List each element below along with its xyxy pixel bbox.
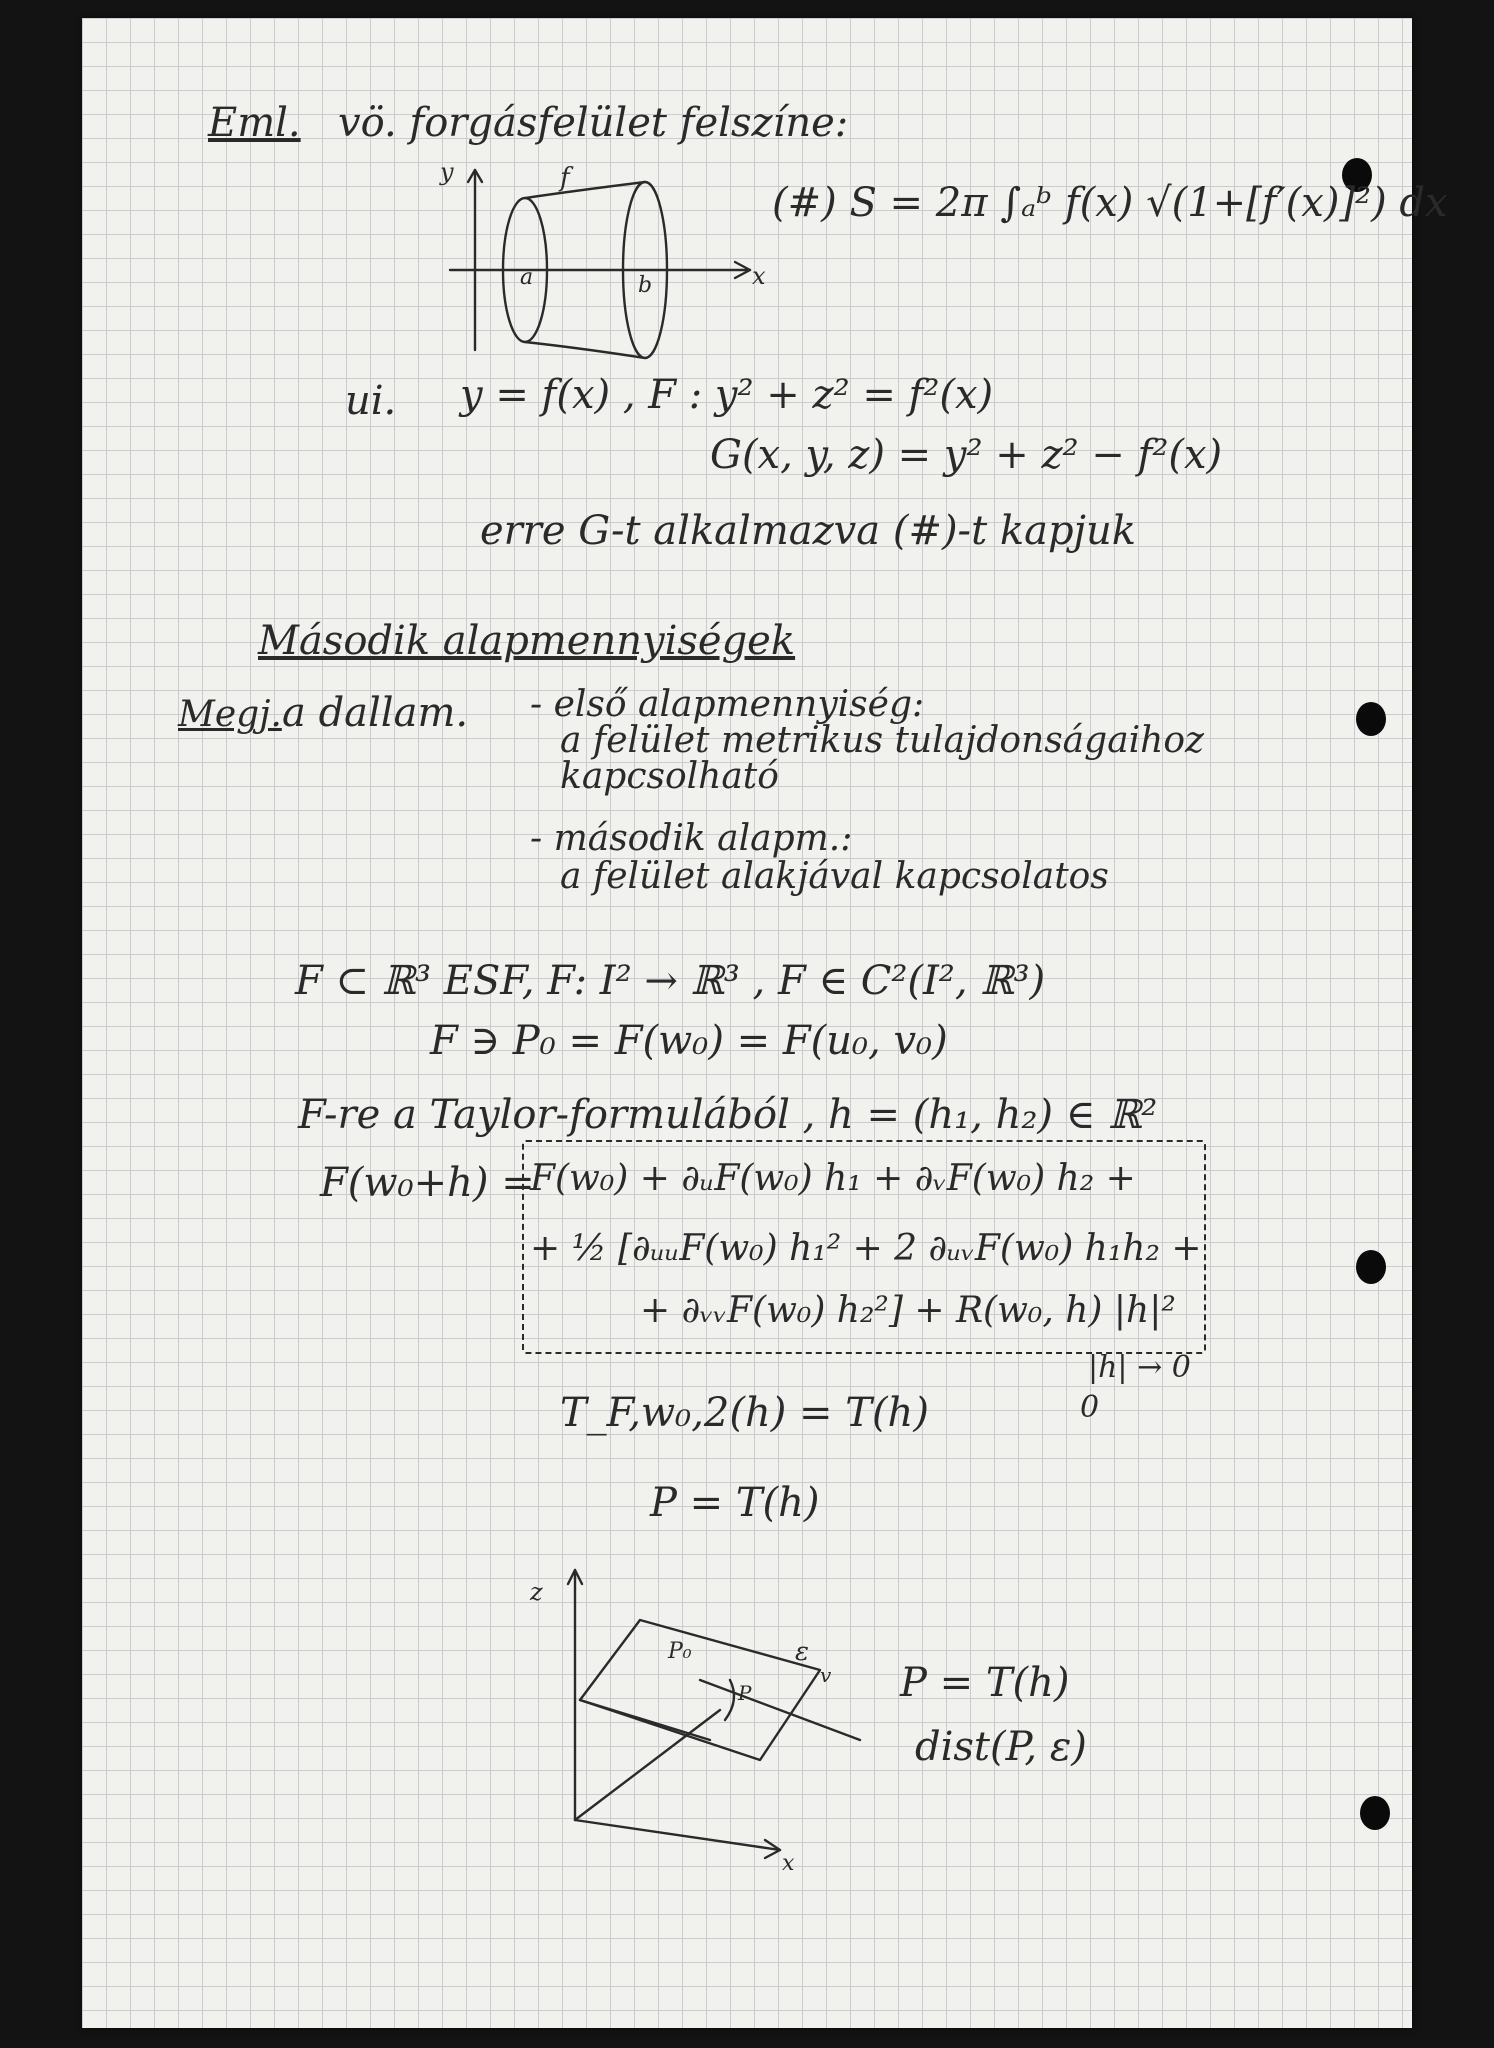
- taylor-lhs: F(w₀+h) =: [320, 1160, 535, 1206]
- surface-area-formula: (#) S = 2π ∫ₐᵇ f(x) √(1+[f′(x)]²) dx: [772, 180, 1448, 226]
- taylor-polynomial-definition: T_F,w₀,2(h) = T(h): [560, 1390, 929, 1436]
- diagram-a-label: a: [520, 265, 534, 290]
- bullet1-line1: - első alapmennyiség:: [530, 684, 925, 725]
- P-equals-T-label: P = T(h): [900, 1660, 1070, 1706]
- point-P-marker: [725, 1680, 734, 1720]
- binder-hole-3: [1356, 1250, 1386, 1284]
- plane-epsilon: [580, 1620, 820, 1760]
- remainder-zero: 0: [1080, 1390, 1100, 1425]
- diagram-x-label: x: [752, 262, 766, 290]
- taylor-intro: F-re a Taylor-formulából , h = (h₁, h₂) ∈ ℝ²: [298, 1092, 1158, 1138]
- conclusion-text: erre G-t alkalmazva (#)-t kapjuk: [480, 508, 1136, 554]
- note-label: Megj.: [178, 694, 282, 735]
- label-P0: P₀: [668, 1639, 692, 1664]
- bullet2-line1: - második alapm.:: [530, 818, 853, 859]
- bullet1-line3: kapcsolható: [560, 756, 779, 797]
- diagram-y-label: y: [440, 158, 454, 186]
- taylor-row-3: + ∂ᵥᵥF(w₀) h₂²] + R(w₀, h) |h|²: [640, 1290, 1176, 1331]
- remainder-limit: |h| → 0: [1088, 1350, 1191, 1385]
- curve-f-bottom: [525, 342, 645, 358]
- label-v: v: [820, 1663, 832, 1687]
- heading-prefix: Eml.: [208, 100, 301, 146]
- curve-f-top: [525, 182, 645, 198]
- label-x-2: x: [782, 1851, 795, 1876]
- surface-definition: F ⊂ ℝ³ ESF, F: I² → ℝ³ , F ∈ C²(I², ℝ³): [295, 958, 1046, 1004]
- taylor-row-1: F(w₀) + ∂ᵤF(w₀) h₁ + ∂ᵥF(w₀) h₂ +: [530, 1158, 1136, 1199]
- section-heading-second-fundamental: Második alapmennyiségek: [258, 618, 796, 664]
- diagram-f-label: f: [560, 163, 570, 193]
- taylor-row-2: + ½ [∂ᵤᵤF(w₀) h₁² + 2 ∂ᵤᵥF(w₀) h₁h₂ +: [530, 1228, 1202, 1269]
- bullet2-line2: a felület alakjával kapcsolatos: [560, 856, 1109, 897]
- axis-join: [575, 1710, 720, 1820]
- distance-label: dist(P, ε): [915, 1724, 1087, 1770]
- plane-diagonal: [580, 1700, 710, 1740]
- label-epsilon: ε: [795, 1637, 809, 1667]
- ui-line-1: y = f(x) , F : y² + z² = f²(x): [460, 372, 994, 418]
- point-definition: F ∋ P₀ = F(w₀) = F(u₀, v₀): [430, 1018, 948, 1064]
- bullet1-line2: a felület metrikus tulajdonságaihoz: [560, 720, 1204, 761]
- label-P-point: P: [738, 1681, 752, 1705]
- rotation-surface-diagram: [430, 160, 770, 360]
- note-intro: a dallam.: [282, 690, 469, 736]
- tangent-plane-diagram: [520, 1560, 900, 1880]
- binder-hole-4: [1360, 1796, 1390, 1830]
- ui-line-2: G(x, y, z) = y² + z² − f²(x): [710, 432, 1223, 478]
- x-axis-2: [575, 1820, 780, 1850]
- point-P-definition: P = T(h): [650, 1480, 820, 1526]
- ui-label: ui.: [345, 378, 397, 424]
- diagram-b-label: b: [638, 273, 653, 298]
- binder-hole-2: [1356, 702, 1386, 736]
- heading-text: vö. forgásfelület felszíne:: [338, 100, 849, 146]
- label-z: z: [530, 1578, 543, 1606]
